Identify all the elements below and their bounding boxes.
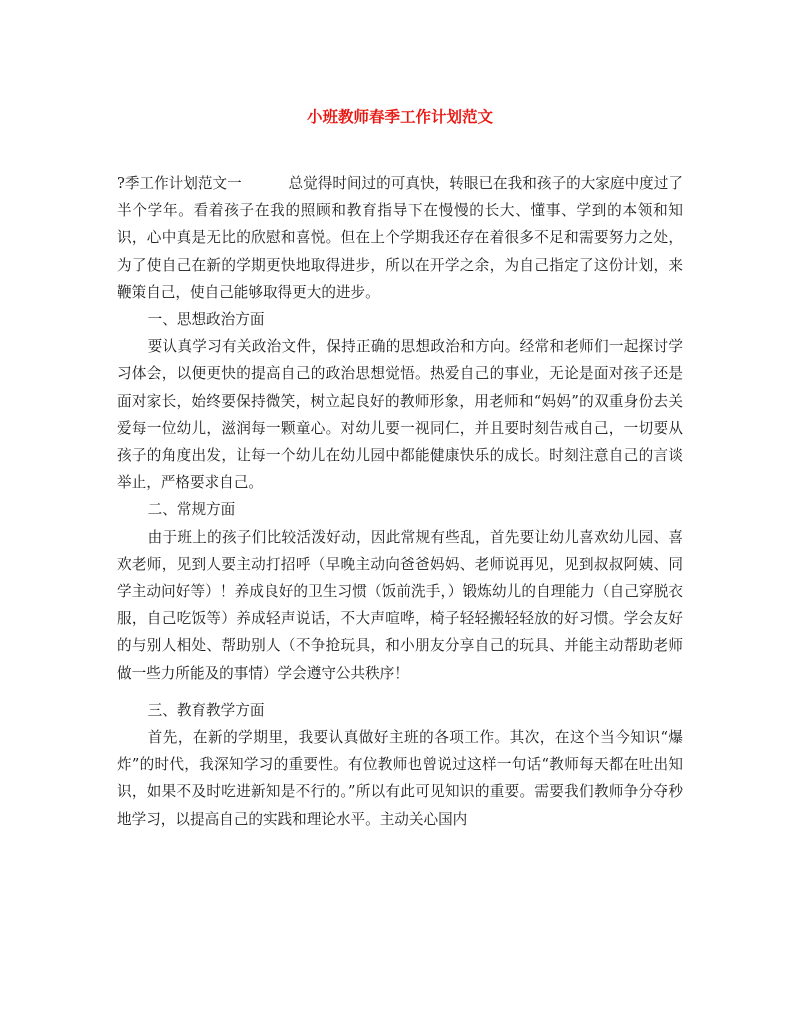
document-body xyxy=(117,170,683,833)
section-heading-routine: 二、常规方面 xyxy=(147,501,236,519)
section-spacer xyxy=(117,687,683,697)
document-title: 小班教师春季工作计划范文 xyxy=(306,107,493,126)
section-text-routine: 由于班上的孩子们比较活泼好动，因此常规有些乱，首先要让幼儿喜欢幼儿园、喜欢老师，见到人要主动打招呼（早晚主动向爸爸妈妈、老师说再见，见到叔叔阿姨、同学主动问好等）！养成良好的卫生习惯（饭前洗手，）锻炼幼儿的自理能力（自己穿脱衣服，自己吃饭等）养成轻声说话，不大声喧哗，椅子轻轻搬轻轻放的好习惯。学会友好的与别人相处、帮助别人（不争抢玩具，和小朋友分享自己的玩具、并能主动帮助老师做一些力所能及的事情）学会遵守公共秩序！ xyxy=(117,528,683,682)
intro-paragraph xyxy=(117,170,683,306)
section-text-politics: 要认真学习有关政治文件，保持正确的思想政治和方向。经常和老师们一起探讨学习体会，以便更快的提高自己的政治思想觉悟。热爱自己的事业，无论是面对孩子还是面对家长，始终要保持微笑，树立起良好的教师形象，用老师和“妈妈”的双重身份去关爱每一位幼儿，滋润每一颗童心。对幼儿要一视同仁，并且要时刻告戒自己，一切要从孩子的角度出发，让每一个幼儿在幼儿园中都能健康快乐的成长。时刻注意自己的言谈举止，严格要求自己。 xyxy=(117,338,683,492)
intro-text: 总觉得时间过的可真快，转眼已在我和孩子的大家庭中度过了半个学年。看着孩子在我的照顾和教育指导下在慢慢的长大、懂事、学到的本领和知识，心中真是无比的欣慰和喜悦。但在上个学期我还存在着很多不足和需要努力之处，为了使自己在新的学期更快地取得进步，所以在开学之余，为自己指定了这份计划，来鞭策自己，使自己能够取得更大的进步。 xyxy=(117,175,683,301)
section-heading-politics: 一、思想政治方面 xyxy=(147,311,265,329)
section-heading-teaching: 三、教育教学方面 xyxy=(147,701,265,719)
section-text-teaching: 首先，在新的学期里，我要认真做好主班的各项工作。其次，在这个当今知识“爆炸”的时代，我深知学习的重要性。有位教师也曾说过这样一句话“教师每天都在吐出知识，如果不及时吃进新知是不行的。”所以有此可见知识的重要。需要我们教师争分夺秒地学习，以提高自己的实践和理论水平。主动关心国内 xyxy=(117,729,683,828)
intro-lead: ?季工作计划范文一 xyxy=(117,175,242,192)
